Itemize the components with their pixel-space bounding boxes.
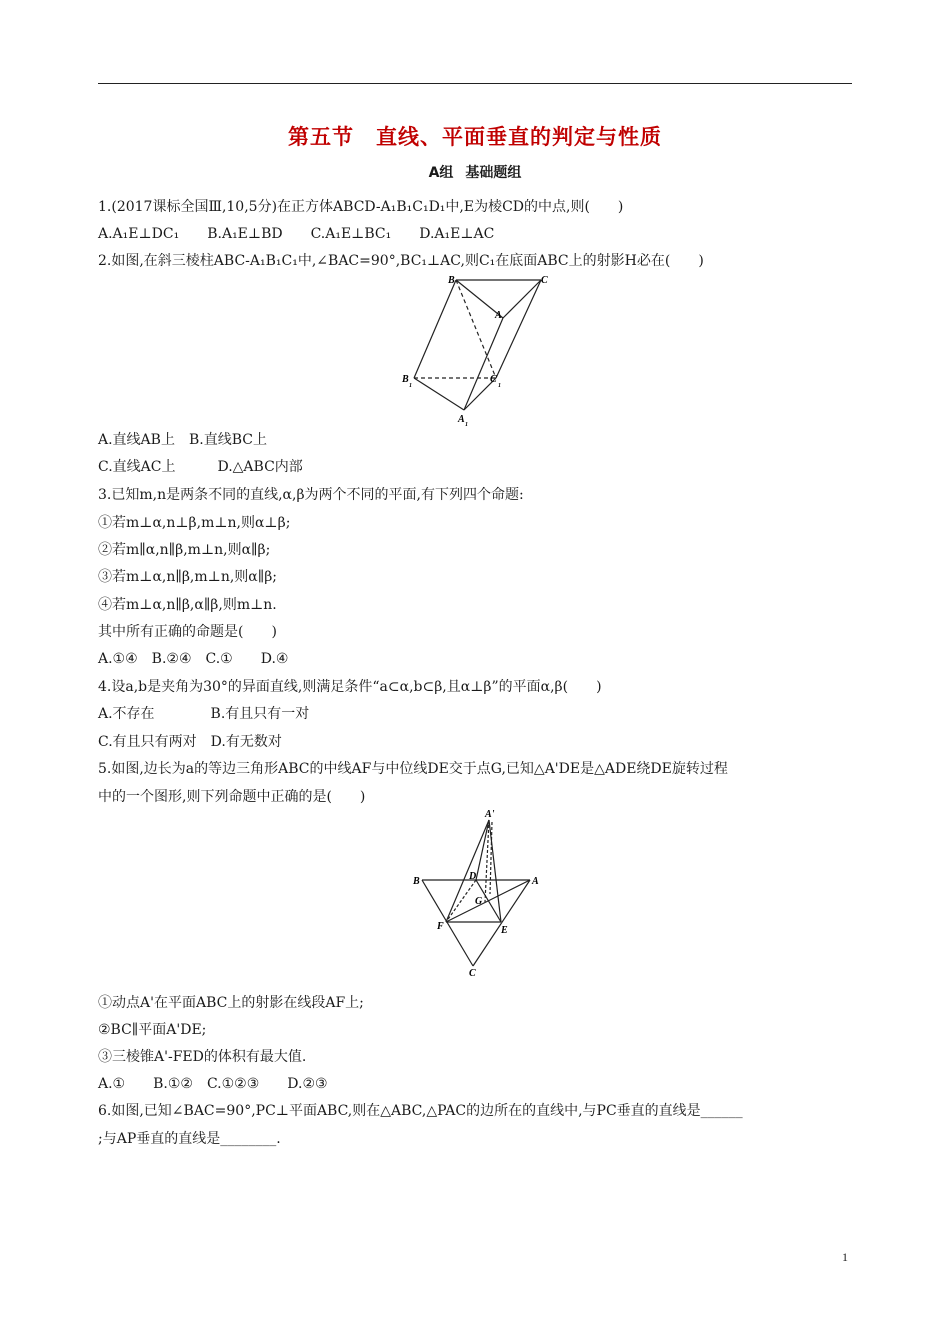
q5-stmt-3: ③三棱锥A'-FED的体积有最大值. <box>98 1049 307 1065</box>
page-number: 1 <box>842 1250 848 1264</box>
label-C1-sub: 1 <box>498 383 501 389</box>
q3-prop-1: ①若m⊥α,n⊥β,m⊥n,则α⊥β; <box>98 515 291 531</box>
label-C: C <box>469 968 476 978</box>
label-E: E <box>501 925 508 936</box>
header-rule <box>98 83 852 84</box>
q3-prop-2: ②若m∥α,n∥β,m⊥n,则α∥β; <box>98 542 271 558</box>
prism-figure <box>398 270 558 430</box>
label-A-prime: A' <box>485 809 495 820</box>
label-C1: C <box>490 374 497 385</box>
section-topic: 直线、平面垂直的判定与性质 <box>376 125 662 149</box>
label-B: B <box>413 876 420 887</box>
label-B: B <box>448 275 455 286</box>
q2-options-cd: C.直线AC上 D.△ABC内部 <box>98 459 303 475</box>
triangle-figure <box>410 806 546 978</box>
q5-stem-2: 中的一个图形,则下列命题中正确的是( ) <box>98 789 366 805</box>
q3-stem: 3.已知m,n是两条不同的直线,α,β为两个不同的平面,有下列四个命题: <box>98 487 524 503</box>
q1-stem: 1.(2017课标全国Ⅲ,10,5分)在正方体ABCD-A₁B₁C₁D₁中,E为棱CD的中点,则( ) <box>98 199 624 215</box>
q3-prop-3: ③若m⊥α,n∥β,m⊥n,则α∥β; <box>98 569 278 585</box>
label-A: A <box>495 310 502 321</box>
q3-question: 其中所有正确的命题是( ) <box>98 624 277 640</box>
q4-options-cd: C.有且只有两对 D.有无数对 <box>98 734 282 750</box>
group-title <box>0 162 950 182</box>
q3-prop-4: ④若m⊥α,n∥β,α∥β,则m⊥n. <box>98 597 277 613</box>
q2-stem: 2.如图,在斜三棱柱ABC-A₁B₁C₁中,∠BAC=90°,BC₁⊥AC,则C₁在底面ABC上的射影H必在( ) <box>98 253 704 269</box>
label-C: C <box>541 275 548 286</box>
q4-stem: 4.设a,b是夹角为30°的异面直线,则满足条件“a⊂α,b⊂β,且α⊥β”的平面α,β( ) <box>98 679 602 695</box>
q4-options-ab: A.不存在 B.有且只有一对 <box>98 706 310 722</box>
section-title <box>0 121 950 151</box>
label-A1: A <box>458 414 465 425</box>
label-G: G <box>475 896 483 907</box>
section-number: 第五节 <box>288 125 354 149</box>
q1-options: A.A₁E⊥DC₁ B.A₁E⊥BD C.A₁E⊥BC₁ D.A₁E⊥AC <box>98 226 495 242</box>
label-B1: B <box>402 374 409 385</box>
label-A1-sub: 1 <box>465 422 468 428</box>
label-D: D <box>469 871 477 882</box>
label-B1-sub: 1 <box>409 383 412 389</box>
q5-stem-1: 5.如图,边长为a的等边三角形ABC的中线AF与中位线DE交于点G,已知△A'DE是△ADE绕DE旋转过程 <box>98 761 728 777</box>
q5-stmt-1: ①动点A'在平面ABC上的射影在线段AF上; <box>98 995 364 1011</box>
q5-stmt-2: ②BC∥平面A'DE; <box>98 1022 207 1038</box>
q6-stem-2: ;与AP垂直的直线是________. <box>98 1131 281 1147</box>
q2-options-ab: A.直线AB上 B.直线BC上 <box>98 432 267 448</box>
label-F: F <box>437 921 444 932</box>
q6-stem-1: 6.如图,已知∠BAC=90°,PC⊥平面ABC,则在△ABC,△PAC的边所在的直线中,与PC垂直的直线是______ <box>98 1103 743 1119</box>
group-label: A组 <box>428 165 454 181</box>
q3-options: A.①④ B.②④ C.① D.④ <box>98 651 289 667</box>
q5-options: A.① B.①② C.①②③ D.②③ <box>98 1076 328 1092</box>
group-name: 基础题组 <box>465 165 522 181</box>
label-A: A <box>532 876 539 887</box>
